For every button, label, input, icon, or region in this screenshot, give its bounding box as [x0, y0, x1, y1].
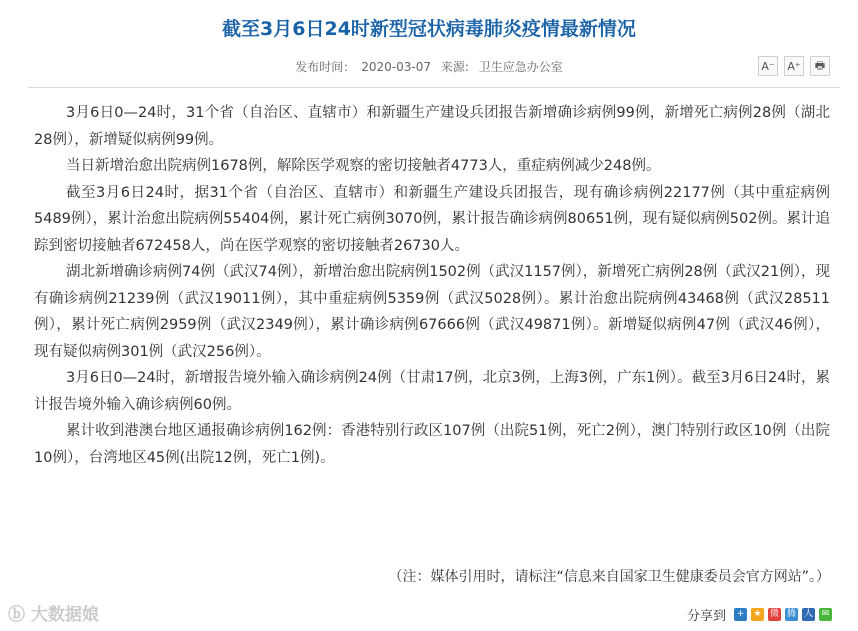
- page-title: 截至3月6日24时新型冠状病毒肺炎疫情最新情况: [222, 18, 636, 40]
- article-body: [34, 100, 830, 471]
- page-tools: [758, 56, 830, 76]
- paragraph-5: 3月6日0—24时，新增报告境外输入确诊病例24例（甘肃17例，北京3例，上海3例，广东1例）。截至3月6日24时，累计报告境外输入确诊病例60例。: [34, 370, 830, 413]
- paragraph-1: 3月6日0—24时，31个省（自治区、直辖市）和新疆生产建设兵团报告新增确诊病例99例，新增死亡病例28例（湖北28例），新增疑似病例99例。: [34, 105, 830, 148]
- share-plus-icon[interactable]: +: [734, 608, 747, 621]
- paragraph-3: 截至3月6日24时，据31个省（自治区、直辖市）和新疆生产建设兵团报告，现有确诊病例22177例（其中重症病例5489例），累计治愈出院病例55404例，累计死亡病例3070例，累计报告确诊病例80651例，现有疑似病例502例。累计追踪到密切接触者672458人，尚在医学观察的密切接触者26730人。: [34, 184, 830, 254]
- share-renren-icon[interactable]: 人: [803, 609, 813, 619]
- watermark-text: 大数据娘: [30, 605, 99, 625]
- header-divider: [28, 87, 840, 88]
- share-weibo-icon[interactable]: 微: [769, 609, 779, 619]
- font-increase-button[interactable]: A⁺: [784, 56, 804, 76]
- paragraph-4: 湖北新增确诊病例74例（武汉74例），新增治愈出院病例1502例（武汉1157例），新增死亡病例28例（武汉21例），现有确诊病例21239例（武汉19011例），其中重症病例5359例（武汉5028例）。累计治愈出院病例43468例（武汉28511例），累计死亡病例2959例（武汉2349例），累计确诊病例67666例（武汉49871例）。新增疑似病例47例（武汉46例），现有疑似病例301例（武汉256例）。: [34, 264, 830, 360]
- source-name: 卫生应急办公室: [478, 60, 563, 74]
- share-qzone-icon[interactable]: ★: [751, 608, 764, 621]
- watermark-logo-icon: ⓑ: [8, 605, 31, 625]
- share-bar: [687, 605, 832, 624]
- date-label: 发布时间：: [295, 60, 356, 74]
- meta-bar: [0, 44, 858, 84]
- share-label: 分享到: [686, 609, 726, 624]
- watermark: [8, 600, 99, 625]
- publish-date: 2020-03-07: [361, 60, 432, 74]
- print-button[interactable]: [810, 56, 830, 76]
- print-icon: 🖶: [814, 58, 826, 72]
- publish-info: [0, 58, 858, 75]
- paragraph-6: 累计收到港澳台地区通报确诊病例162例：香港特别行政区107例（出院51例，死亡2例），澳门特别行政区10例（出院10例），台湾地区45例(出院12例，死亡1例)。: [34, 423, 830, 466]
- source-label: 来源:: [440, 60, 473, 74]
- citation-note: （注：媒体引用时，请标注“信息来自国家卫生健康委员会官方网站”。）: [388, 569, 830, 585]
- font-decrease-button[interactable]: A⁻: [758, 56, 778, 76]
- paragraph-2: 当日新增治愈出院病例1678例，解除医学观察的密切接触者4773人，重症病例减少248例。: [66, 158, 661, 174]
- share-wechat-icon[interactable]: ✉: [819, 608, 832, 621]
- share-tencent-icon[interactable]: 腾: [786, 609, 796, 619]
